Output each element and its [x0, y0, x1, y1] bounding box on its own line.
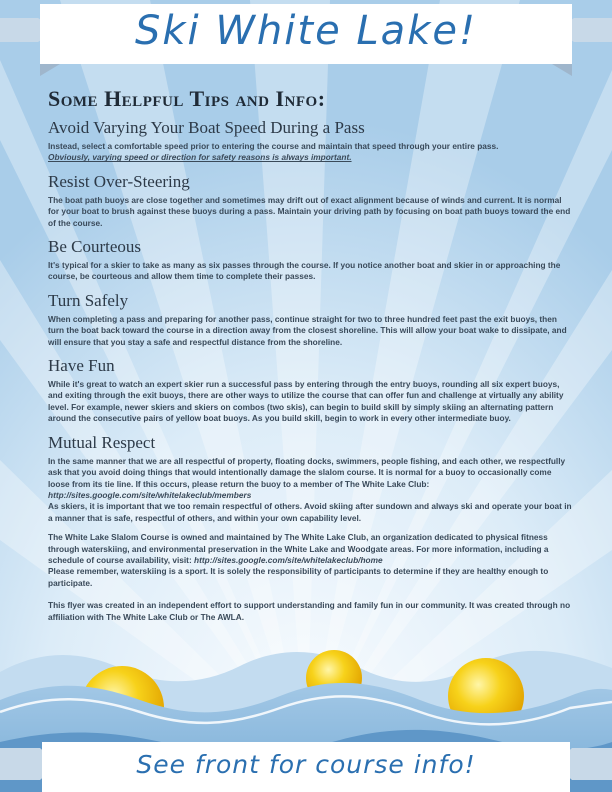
health-reminder: Please remember, waterskiing is a sport. It is solely the responsibility of participants to determine if they are healthy enough to participate.: [48, 566, 549, 588]
section-title: Avoid Varying Your Boat Speed During a Pass: [48, 118, 365, 137]
section-body: It's typical for a skier to take as many as six passes through the course. If you notice another boat and skier in or approaching the course, be courteous and allow them time to complete their passes.: [48, 260, 561, 282]
disclaimer: This flyer was created in an independent effort to support understanding and family fun in our community. It was created through no affiliation with The White Lake Club or The AWLA.: [48, 600, 571, 622]
section-turn-safely: [48, 291, 572, 348]
section-mutual-respect: [48, 433, 572, 524]
section-text: Instead, select a comfortable speed prior to entering the course and maintain that speed through your entire pass.: [48, 141, 499, 151]
section-body: While it's great to watch an expert skier run a successful pass by entering through the entry buoys, rounding all six expert buoys, and exiting through the exit buoys, there are other ways to utilize the course that can offer fun and challenge at virtually any ability level. For example, newer skiers and skiers on combos (two skis), can begin to build skill by simply skiing an alternating pattern around the consecutive pairs of yellow boat buoys. As you build skill, begin to work in every other intermediate buoy.: [48, 379, 564, 424]
club-info-text: The White Lake Slalom Course is owned and maintained by The White Lake Club, an organization dedicated to physical fitness through waterskiing, and environmental preservation in the White Lake and Woodgate areas. For more information, including a schedule of course availability, visit:: [48, 532, 549, 565]
section-text-2: As skiers, it is important that we too remain respectful of others. Avoid skiing after sundown and always ski and operate your boat in a manner that is safe, respectful of others, and within your own capability level.: [48, 501, 572, 523]
section-title: Mutual Respect: [48, 432, 156, 452]
section-title: Have Fun: [48, 356, 115, 376]
page-title: Ski White Lake!: [134, 8, 477, 54]
section-body: [48, 141, 572, 164]
safety-emphasis: Obviously, varying speed or direction for safety reasons is always important.: [48, 152, 352, 163]
members-link[interactable]: http://sites.google.com/site/whitelakeclub/members: [48, 489, 252, 500]
club-info: [48, 532, 572, 589]
section-title: Turn Safely: [48, 290, 129, 310]
section-text: In the same manner that we are all respectful of property, floating docks, swimmers, people fishing, and each other, we respectfully ask that you avoid doing things that would intentionally damage the slalom course. It is normal for a buoy to occasionally come loose from its tie line. If this occurs, please return the buoy to a member of The White Lake Club:: [48, 455, 566, 489]
footer-note: See front for course info!: [136, 750, 476, 779]
section-boat-speed: [48, 118, 572, 164]
section-over-steering: [48, 172, 572, 229]
section-title: Be Courteous: [48, 237, 142, 257]
section-body: The boat path buoys are close together and sometimes may drift out of exact alignment because of winds and current. It is normal for your boat to brush against these buoys during a pass. Maintain your driving path by focusing on boat path buoys toward the end of the course.: [48, 194, 571, 228]
section-courteous: [48, 237, 572, 283]
tips-heading: Some Helpful Tips and Info:: [48, 86, 326, 111]
section-title: Resist Over-Steering: [48, 171, 190, 191]
tips-content: [48, 86, 572, 623]
section-have-fun: [48, 356, 572, 425]
section-body: When completing a pass and preparing for another pass, continue straight for two to three hundred feet past the exit buoys, then turn the boat back toward the course in a direction away from the closest shoreline. This will allow your boat wake to dissipate, and will ensure that you stay a safe and respectful distance from the shoreline.: [48, 313, 567, 347]
club-home-link[interactable]: http://sites.google.com/site/whitelakeclub/home: [194, 554, 383, 565]
section-body: [48, 456, 572, 524]
